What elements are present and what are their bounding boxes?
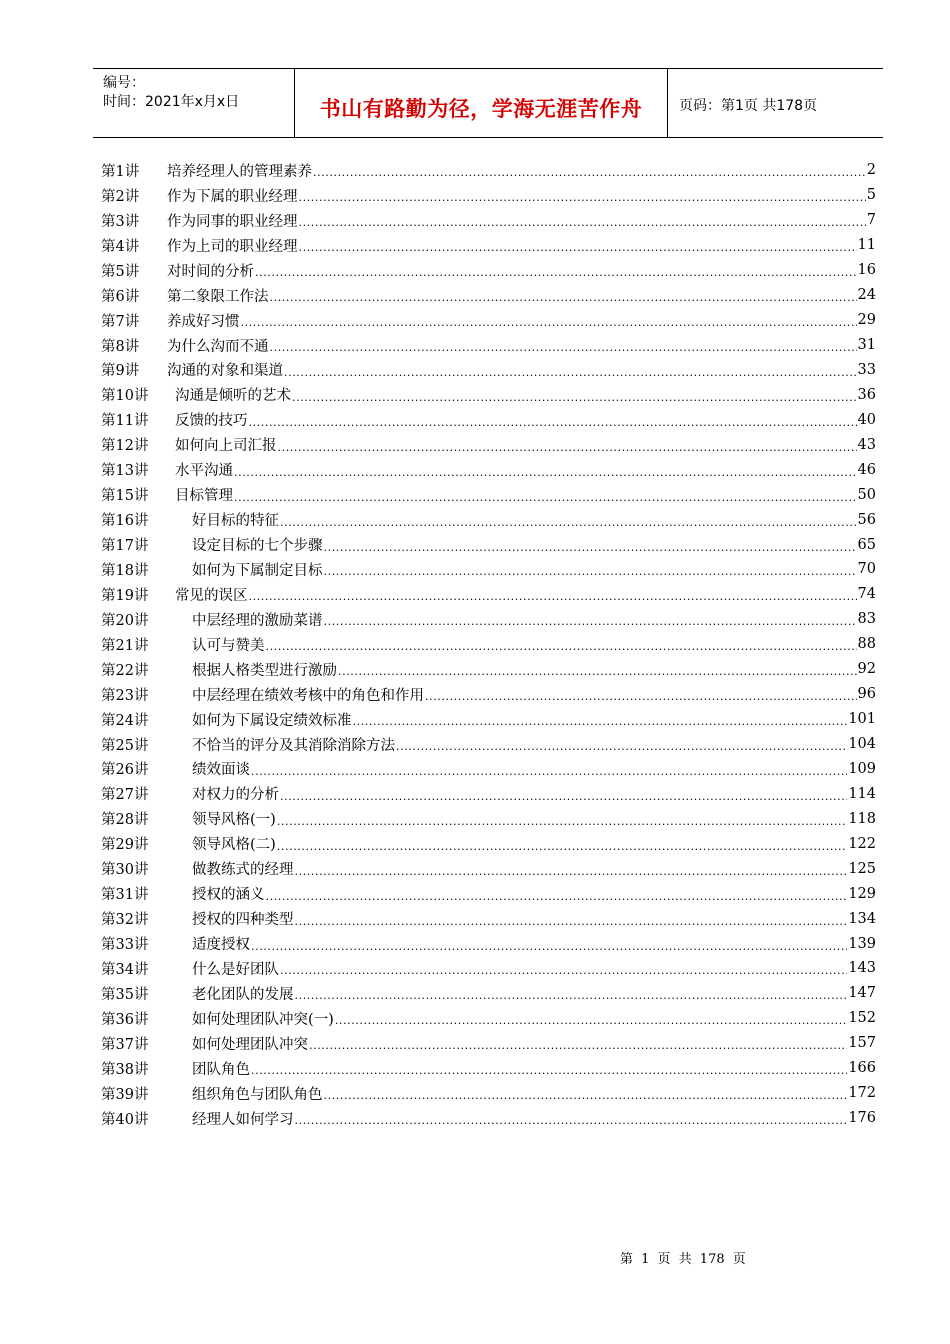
toc-entry-page: 70 — [857, 561, 876, 578]
toc-entry-number: 第5讲 — [101, 263, 140, 280]
toc-entry-page: 109 — [848, 760, 876, 777]
toc-dot-leader — [425, 687, 857, 701]
toc-entry[interactable] — [101, 532, 876, 557]
toc-entry[interactable] — [101, 956, 876, 981]
page-footer: 第 1 页 共 178 页 — [620, 1252, 746, 1267]
toc-entry-title: 水平沟通 — [175, 463, 233, 480]
toc-entry-title: 中层经理的激励菜谱 — [192, 612, 323, 629]
toc-entry-title: 团队角色 — [192, 1061, 250, 1078]
toc-entry-title: 作为下属的职业经理 — [167, 188, 298, 205]
toc-entry[interactable] — [101, 1031, 876, 1056]
toc-entry-number: 第18讲 — [101, 562, 149, 579]
toc-entry[interactable] — [101, 632, 876, 657]
toc-entry-number: 第23讲 — [101, 687, 149, 704]
toc-entry-number: 第11讲 — [101, 413, 149, 430]
toc-entry-title: 沟通是倾听的艺术 — [175, 388, 291, 405]
toc-entry-number: 第1讲 — [101, 163, 140, 180]
toc-entry-page: 36 — [857, 386, 876, 403]
toc-entry-page: 157 — [848, 1035, 876, 1052]
toc-entry-number: 第28讲 — [101, 812, 149, 829]
toc-dot-leader — [277, 812, 847, 826]
toc-entry-title: 反馈的技巧 — [175, 413, 248, 430]
toc-entry-page: 139 — [848, 935, 876, 952]
toc-entry[interactable] — [101, 682, 876, 707]
toc-entry[interactable] — [101, 582, 876, 607]
header-page-cell — [668, 69, 883, 137]
toc-entry-number: 第13讲 — [101, 463, 149, 480]
toc-entry-number: 第17讲 — [101, 538, 149, 555]
toc-entry-page: 24 — [857, 287, 876, 304]
toc-entry[interactable] — [101, 981, 876, 1006]
toc-entry[interactable] — [101, 831, 876, 856]
toc-entry-number: 第27讲 — [101, 787, 149, 804]
toc-entry[interactable] — [101, 407, 876, 432]
toc-entry[interactable] — [101, 208, 876, 233]
toc-entry-number: 第31讲 — [101, 887, 149, 904]
toc-entry-number: 第30讲 — [101, 862, 149, 879]
toc-entry-number: 第25讲 — [101, 737, 149, 754]
toc-entry-page: 172 — [848, 1085, 876, 1102]
toc-dot-leader — [266, 887, 848, 901]
toc-entry-number: 第35讲 — [101, 986, 149, 1003]
toc-dot-leader — [280, 787, 847, 801]
toc-entry[interactable] — [101, 308, 876, 333]
toc-entry-page: 125 — [848, 860, 876, 877]
toc-entry-number: 第9讲 — [101, 363, 140, 380]
toc-entry-page: 43 — [857, 436, 876, 453]
toc-dot-leader — [234, 463, 857, 477]
toc-entry[interactable] — [101, 657, 876, 682]
toc-entry[interactable] — [101, 1081, 876, 1106]
toc-entry-page: 50 — [857, 486, 876, 503]
toc-entry-number: 第22讲 — [101, 662, 149, 679]
toc-dot-leader — [249, 587, 857, 601]
toc-entry-title: 为什么沟而不通 — [167, 338, 269, 355]
toc-dot-leader — [280, 961, 847, 975]
toc-entry-title: 老化团队的发展 — [192, 986, 294, 1003]
toc-entry-page: 147 — [848, 985, 876, 1002]
toc-entry[interactable] — [101, 1106, 876, 1131]
toc-entry-title: 第二象限工作法 — [167, 288, 269, 305]
toc-entry-page: 101 — [848, 711, 876, 728]
toc-entry-number: 第3讲 — [101, 213, 140, 230]
toc-entry-title: 领导风格(一) — [192, 812, 276, 829]
toc-entry-page: 29 — [857, 312, 876, 329]
toc-dot-leader — [338, 662, 857, 676]
header-motto-cell — [295, 69, 668, 137]
toc-entry-page: 143 — [848, 960, 876, 977]
toc-entry-number: 第34讲 — [101, 961, 149, 978]
toc-dot-leader — [309, 1036, 847, 1050]
page-header — [93, 68, 883, 138]
toc-entry-number: 第21讲 — [101, 637, 149, 654]
toc-entry-title: 做教练式的经理 — [192, 862, 294, 879]
toc-entry[interactable] — [101, 507, 876, 532]
toc-entry-page: 92 — [857, 661, 876, 678]
toc-entry-number: 第26讲 — [101, 762, 149, 779]
toc-dot-leader — [324, 562, 857, 576]
toc-entry-number: 第33讲 — [101, 937, 149, 954]
toc-entry-page: 176 — [848, 1110, 876, 1127]
toc-dot-leader — [249, 413, 857, 427]
toc-entry-page: 31 — [857, 337, 876, 354]
toc-entry-title: 根据人格类型进行激励 — [192, 662, 337, 679]
toc-dot-leader — [251, 1061, 847, 1075]
toc-entry-title: 养成好习惯 — [167, 313, 240, 330]
toc-entry-page: 83 — [857, 611, 876, 628]
toc-dot-leader — [292, 388, 857, 402]
toc-entry[interactable] — [101, 482, 876, 507]
toc-entry-page: 166 — [848, 1060, 876, 1077]
toc-entry-title: 适度授权 — [192, 937, 250, 954]
toc-entry-page: 46 — [857, 461, 876, 478]
toc-dot-leader — [299, 188, 866, 202]
toc-entry-title: 如何处理团队冲突 — [192, 1036, 308, 1053]
toc-entry[interactable] — [101, 457, 876, 482]
toc-entry[interactable] — [101, 1056, 876, 1081]
toc-entry[interactable] — [101, 881, 876, 906]
toc-entry-title: 目标管理 — [175, 488, 233, 505]
toc-dot-leader — [299, 213, 866, 227]
toc-entry[interactable] — [101, 732, 876, 757]
toc-entry-title: 作为上司的职业经理 — [167, 238, 298, 255]
toc-dot-leader — [335, 1011, 847, 1025]
serial-number-label: 编号： — [103, 75, 145, 91]
toc-entry[interactable] — [101, 557, 876, 582]
toc-entry-number: 第20讲 — [101, 612, 149, 629]
toc-dot-leader — [299, 238, 857, 252]
toc-entry-number: 第8讲 — [101, 338, 140, 355]
toc-dot-leader — [396, 737, 847, 751]
toc-entry-number: 第15讲 — [101, 488, 149, 505]
toc-entry-page: 122 — [848, 835, 876, 852]
toc-entry-title: 组织角色与团队角色 — [192, 1086, 323, 1103]
toc-entry-title: 什么是好团队 — [192, 961, 279, 978]
toc-dot-leader — [324, 612, 857, 626]
toc-entry[interactable] — [101, 258, 876, 283]
toc-entry-page: 16 — [857, 262, 876, 279]
toc-entry[interactable] — [101, 757, 876, 782]
toc-entry-number: 第10讲 — [101, 388, 149, 405]
toc-entry[interactable] — [101, 158, 876, 183]
toc-dot-leader — [280, 513, 857, 527]
toc-entry[interactable] — [101, 358, 876, 383]
toc-dot-leader — [277, 837, 847, 851]
toc-entry[interactable] — [101, 283, 876, 308]
toc-entry-title: 如何为下属设定绩效标准 — [192, 712, 352, 729]
toc-dot-leader — [295, 986, 848, 1000]
toc-entry-page: 96 — [857, 686, 876, 703]
toc-entry-number: 第19讲 — [101, 587, 149, 604]
toc-entry-title: 对权力的分析 — [192, 787, 279, 804]
toc-entry-number: 第40讲 — [101, 1111, 149, 1128]
toc-entry-title: 如何向上司汇报 — [175, 438, 277, 455]
toc-entry-page: 74 — [857, 586, 876, 603]
header-page-info: 页码：第1页 共178页 — [679, 98, 818, 114]
toc-entry[interactable] — [101, 1006, 876, 1031]
toc-entry-title: 领导风格(二) — [192, 837, 276, 854]
toc-entry-title: 沟通的对象和渠道 — [167, 363, 283, 380]
toc-dot-leader — [251, 762, 847, 776]
toc-entry-title: 不恰当的评分及其消除消除方法 — [192, 737, 395, 754]
toc-entry-title: 好目标的特征 — [192, 513, 279, 530]
toc-entry-page: 40 — [857, 411, 876, 428]
toc-entry-number: 第36讲 — [101, 1011, 149, 1028]
toc-entry-page: 88 — [857, 636, 876, 653]
toc-dot-leader — [324, 538, 857, 552]
toc-dot-leader — [295, 862, 848, 876]
toc-entry-title: 对时间的分析 — [167, 263, 254, 280]
toc-entry-page: 11 — [857, 237, 876, 254]
toc-entry[interactable] — [101, 432, 876, 457]
toc-dot-leader — [270, 338, 857, 352]
toc-dot-leader — [241, 313, 857, 327]
toc-entry-page: 7 — [866, 212, 876, 229]
toc-entry[interactable] — [101, 781, 876, 806]
toc-dot-leader — [324, 1086, 848, 1100]
toc-entry-number: 第24讲 — [101, 712, 149, 729]
toc-entry-page: 65 — [857, 536, 876, 553]
toc-entry-page: 2 — [866, 162, 876, 179]
toc-dot-leader — [270, 288, 857, 302]
toc-entry-number: 第4讲 — [101, 238, 140, 255]
toc-entry-title: 设定目标的七个步骤 — [192, 538, 323, 555]
toc-entry-number: 第38讲 — [101, 1061, 149, 1078]
toc-entry-page: 56 — [857, 511, 876, 528]
toc-entry-number: 第12讲 — [101, 438, 149, 455]
toc-dot-leader — [251, 937, 847, 951]
toc-entry[interactable] — [101, 333, 876, 358]
toc-dot-leader — [255, 263, 857, 277]
toc-entry-title: 中层经理在绩效考核中的角色和作用 — [192, 687, 424, 704]
toc-entry-number: 第32讲 — [101, 912, 149, 929]
toc-entry-title: 授权的涵义 — [192, 887, 265, 904]
toc-entry-page: 129 — [848, 885, 876, 902]
toc-entry-page: 118 — [848, 810, 876, 827]
motto-text: 书山有路勤为径，学海无涯苦作舟 — [319, 97, 643, 121]
toc-entry-title: 认可与赞美 — [192, 637, 265, 654]
toc-entry-number: 第6讲 — [101, 288, 140, 305]
toc-entry[interactable] — [101, 931, 876, 956]
toc-entry-title: 如何为下属制定目标 — [192, 562, 323, 579]
toc-entry-title: 如何处理团队冲突(一) — [192, 1011, 334, 1028]
date-label: 时间：2021年x月x日 — [103, 94, 240, 110]
toc-entry-number: 第16讲 — [101, 513, 149, 530]
toc-entry-page: 152 — [848, 1010, 876, 1027]
toc-entry[interactable] — [101, 856, 876, 881]
toc-entry[interactable] — [101, 707, 876, 732]
toc-dot-leader — [313, 163, 866, 177]
toc-dot-leader — [295, 912, 848, 926]
toc-entry-page: 33 — [857, 361, 876, 378]
toc-entry[interactable] — [101, 233, 876, 258]
toc-dot-leader — [295, 1111, 848, 1125]
toc-entry-number: 第7讲 — [101, 313, 140, 330]
toc-dot-leader — [266, 637, 857, 651]
toc-entry[interactable] — [101, 607, 876, 632]
table-of-contents — [101, 158, 876, 1131]
toc-entry[interactable] — [101, 806, 876, 831]
toc-entry-title: 培养经理人的管理素养 — [167, 163, 312, 180]
toc-entry-page: 104 — [848, 736, 876, 753]
toc-dot-leader — [278, 438, 857, 452]
toc-entry-title: 作为同事的职业经理 — [167, 213, 298, 230]
toc-entry-page: 114 — [848, 785, 876, 802]
toc-entry-number: 第39讲 — [101, 1086, 149, 1103]
toc-entry-title: 绩效面谈 — [192, 762, 250, 779]
toc-entry-title: 常见的误区 — [175, 587, 248, 604]
toc-entry-page: 134 — [848, 910, 876, 927]
toc-entry-page: 5 — [866, 187, 876, 204]
toc-dot-leader — [284, 363, 857, 377]
header-meta-cell — [93, 69, 295, 137]
toc-entry-number: 第2讲 — [101, 188, 140, 205]
toc-entry[interactable] — [101, 183, 876, 208]
toc-dot-leader — [353, 712, 848, 726]
toc-dot-leader — [234, 488, 857, 502]
toc-entry-number: 第37讲 — [101, 1036, 149, 1053]
toc-entry-title: 授权的四种类型 — [192, 912, 294, 929]
toc-entry[interactable] — [101, 906, 876, 931]
toc-entry-title: 经理人如何学习 — [192, 1111, 294, 1128]
toc-entry-number: 第29讲 — [101, 837, 149, 854]
toc-entry[interactable] — [101, 382, 876, 407]
